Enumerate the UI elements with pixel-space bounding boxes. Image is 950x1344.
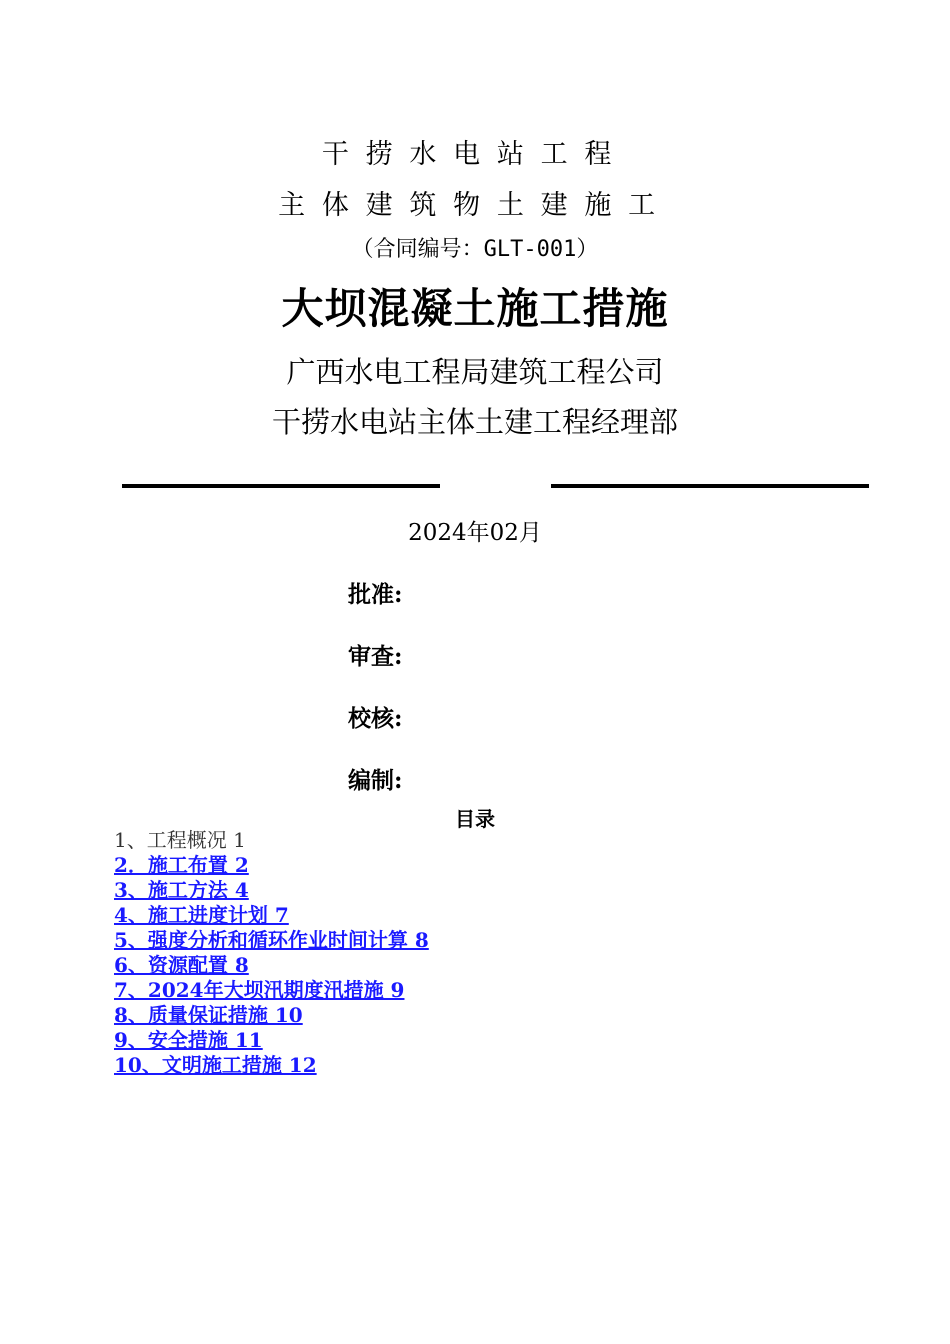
toc-link-quality[interactable]: 8、质量保证措施 10 (114, 1003, 303, 1027)
toc-link-methods[interactable]: 3、施工方法 4 (114, 878, 249, 902)
toc-link-civilized-construction[interactable]: 10、文明施工措施 12 (114, 1053, 317, 1077)
toc-link-schedule[interactable]: 4、施工进度计划 7 (114, 903, 289, 927)
toc-link-layout[interactable]: 2．施工布置 2 (114, 853, 249, 877)
toc-link-safety[interactable]: 9、安全措施 11 (114, 1028, 263, 1052)
project-name: 干捞水电站工程 (321, 139, 629, 170)
project-scope: 主体建筑物土建施工 (278, 190, 672, 221)
document-title: 大坝混凝土施工措施 (281, 284, 669, 333)
document-date: 2024年02月 (408, 520, 542, 546)
contract-number: （合同编号：GLT-001） (351, 237, 599, 262)
company-name: 广西水电工程局建筑工程公司 (286, 355, 664, 389)
divider-right (551, 484, 869, 488)
toc-link-strength-analysis[interactable]: 5、强度分析和循环作业时间计算 8 (114, 928, 429, 952)
toc-link-flood-measures[interactable]: 7、2024年大坝汛期度汛措施 9 (114, 978, 405, 1002)
toc-title: 目录 (455, 807, 495, 831)
divider-left (122, 484, 440, 488)
review-label: 审查: (348, 643, 403, 670)
approve-label: 批准: (348, 581, 403, 608)
toc-link-resources[interactable]: 6、资源配置 8 (114, 953, 249, 977)
table-of-contents (114, 828, 429, 1078)
compile-label: 编制: (348, 767, 403, 794)
toc-item-overview: 1、工程概况 1 (114, 828, 246, 852)
department-name: 干捞水电站主体土建工程经理部 (271, 405, 678, 439)
check-label: 校核: (348, 705, 403, 732)
